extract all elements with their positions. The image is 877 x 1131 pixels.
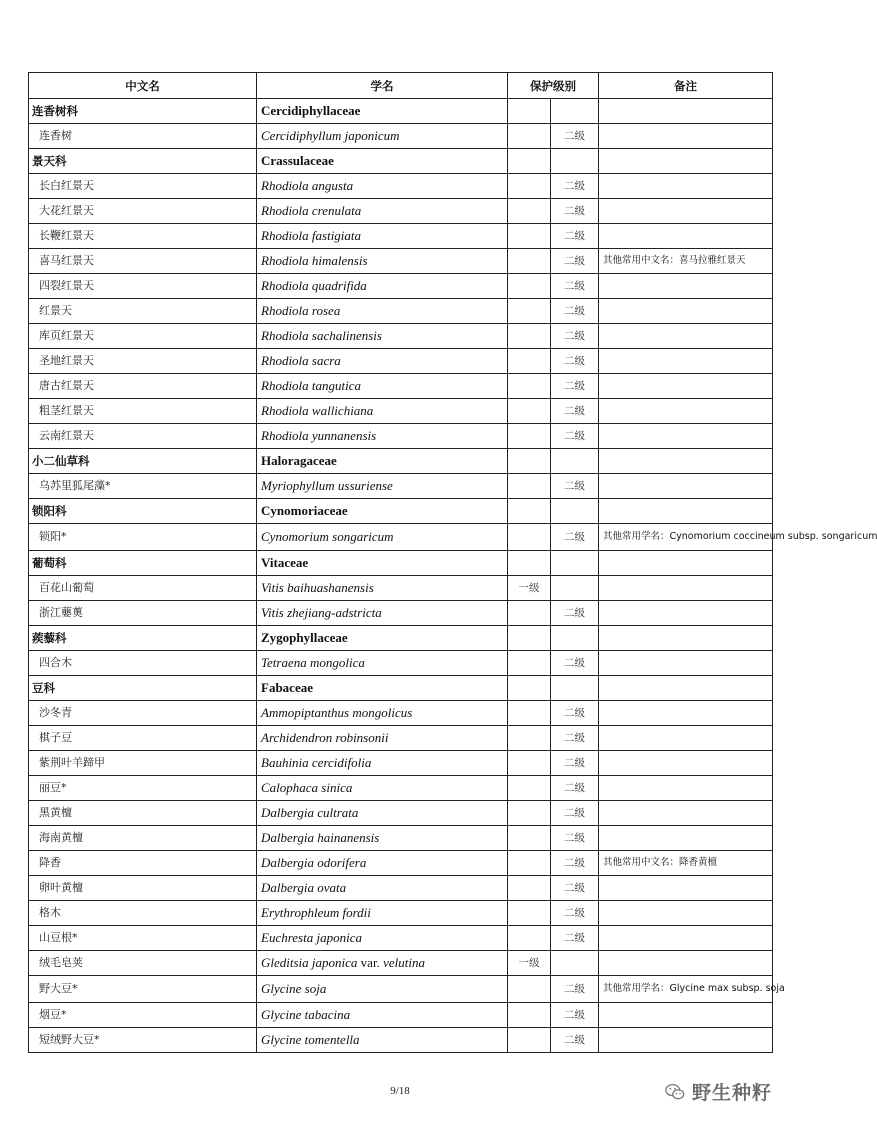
chinese-name-cell: 百花山葡萄 [29,576,257,601]
scientific-name-cell: Rhodiola crenulata [257,199,508,224]
level-two-cell [551,149,599,174]
chinese-name-cell: 烟豆* [29,1003,257,1028]
level-one-cell [508,1028,551,1053]
species-row [29,876,773,901]
scientific-name-cell: Cercidiphyllum japonicum [257,124,508,149]
level-two-cell [551,499,599,524]
chinese-name-cell: 四裂红景天 [29,274,257,299]
scientific-name-cell: Euchresta japonica [257,926,508,951]
level-one-cell [508,626,551,651]
remarks-cell [599,1028,773,1053]
remarks-cell [599,324,773,349]
scientific-name-cell: Calophaca sinica [257,776,508,801]
remarks-cell [599,551,773,576]
remarks-cell [599,651,773,676]
scientific-name-cell: Vitis baihuashanensis [257,576,508,601]
remarks-cell [599,901,773,926]
remarks-cell [599,374,773,399]
level-two-cell: 二级 [551,1003,599,1028]
chinese-name-cell: 大花红景天 [29,199,257,224]
chinese-name-cell: 唐古红景天 [29,374,257,399]
scientific-name-cell: Ammopiptanthus mongolicus [257,701,508,726]
remarks-cell [599,926,773,951]
chinese-name-cell: 海南黄檀 [29,826,257,851]
level-one-cell [508,801,551,826]
protected-plants-table [28,72,877,1053]
level-one-cell [508,651,551,676]
level-two-cell: 二级 [551,651,599,676]
level-two-cell [551,551,599,576]
scientific-name-cell: Erythrophleum fordii [257,901,508,926]
level-two-cell [551,449,599,474]
remarks-cell: 其他常用学名：Glycine max subsp. soja [599,976,773,1003]
chinese-name-cell: 红景天 [29,299,257,324]
level-two-cell: 二级 [551,1028,599,1053]
level-one-cell [508,524,551,551]
species-row [29,324,773,349]
level-one-cell [508,551,551,576]
species-row [29,651,773,676]
scientific-name-cell: Vitaceae [257,551,508,576]
level-two-cell: 二级 [551,901,599,926]
level-two-cell: 二级 [551,926,599,951]
level-one-cell [508,249,551,274]
remarks-cell [599,424,773,449]
level-one-cell [508,224,551,249]
remarks-cell [599,726,773,751]
level-one-cell [508,901,551,926]
header-protection-level: 保护级别 [508,73,599,99]
remarks-cell [599,626,773,651]
scientific-name-cell: Glycine soja [257,976,508,1003]
header-chinese-name: 中文名 [29,73,257,99]
scientific-name-cell: Rhodiola yunnanensis [257,424,508,449]
chinese-name-cell: 四合木 [29,651,257,676]
scientific-name-cell: Dalbergia cultrata [257,801,508,826]
species-row [29,851,773,876]
remarks-cell [599,224,773,249]
scientific-name-cell: Rhodiola sacra [257,349,508,374]
level-one-cell [508,926,551,951]
level-two-cell: 二级 [551,224,599,249]
chinese-name-cell: 连香树科 [29,99,257,124]
scientific-name-cell: Gleditsia japonica var. velutina [257,951,508,976]
scientific-name-cell: Glycine tabacina [257,1003,508,1028]
level-two-cell: 二级 [551,776,599,801]
species-row [29,701,773,726]
chinese-name-cell: 格木 [29,901,257,926]
remarks-cell: 其他常用中文名：喜马拉雅红景天 [599,249,773,274]
chinese-name-cell: 锁阳* [29,524,257,551]
remarks-cell: 其他常用中文名：降香黄檀 [599,851,773,876]
level-two-cell: 二级 [551,374,599,399]
level-two-cell: 二级 [551,801,599,826]
remarks-cell [599,876,773,901]
watermark [664,1078,772,1105]
chinese-name-cell: 蒺藜科 [29,626,257,651]
family-row [29,626,773,651]
level-two-cell: 二级 [551,701,599,726]
scientific-name-cell: Fabaceae [257,676,508,701]
species-row [29,776,773,801]
level-one-cell [508,701,551,726]
level-one-cell [508,349,551,374]
chinese-name-cell: 锁阳科 [29,499,257,524]
family-row [29,499,773,524]
chinese-name-cell: 粗茎红景天 [29,399,257,424]
scientific-name-cell: Haloragaceae [257,449,508,474]
level-two-cell: 二级 [551,751,599,776]
species-row [29,199,773,224]
header-remarks: 备注 [599,73,773,99]
scientific-name-cell: Dalbergia odorifera [257,851,508,876]
scientific-name-cell: Zygophyllaceae [257,626,508,651]
level-two-cell: 二级 [551,324,599,349]
remarks-cell [599,499,773,524]
level-two-cell: 二级 [551,826,599,851]
chinese-name-cell: 野大豆* [29,976,257,1003]
chinese-name-cell: 降香 [29,851,257,876]
species-row [29,1003,773,1028]
level-two-cell [551,626,599,651]
scientific-name-cell: Bauhinia cercidifolia [257,751,508,776]
species-row [29,524,773,551]
level-two-cell: 二级 [551,274,599,299]
species-row [29,726,773,751]
level-one-cell [508,324,551,349]
species-row [29,349,773,374]
chinese-name-cell: 卵叶黄檀 [29,876,257,901]
level-one-cell [508,374,551,399]
chinese-name-cell: 库页红景天 [29,324,257,349]
chinese-name-cell: 浙江蘡薁 [29,601,257,626]
scientific-name-cell: Rhodiola tangutica [257,374,508,399]
level-one-cell [508,174,551,199]
level-one-cell [508,499,551,524]
remarks-cell [599,701,773,726]
scientific-name-cell: Crassulaceae [257,149,508,174]
remarks-cell [599,826,773,851]
species-row [29,1028,773,1053]
chinese-name-cell: 豆科 [29,676,257,701]
chinese-name-cell: 长鞭红景天 [29,224,257,249]
remarks-cell [599,274,773,299]
species-row [29,576,773,601]
scientific-name-cell: Rhodiola wallichiana [257,399,508,424]
watermark-text: 野生种籽 [691,1082,772,1104]
remarks-cell [599,601,773,626]
remarks-cell [599,801,773,826]
level-one-cell [508,99,551,124]
species-row [29,976,773,1003]
level-one-cell [508,274,551,299]
remarks-cell [599,299,773,324]
level-two-cell: 二级 [551,424,599,449]
level-two-cell: 二级 [551,876,599,901]
level-two-cell [551,99,599,124]
chinese-name-cell: 丽豆* [29,776,257,801]
remarks-cell [599,349,773,374]
chinese-name-cell: 沙冬青 [29,701,257,726]
level-one-cell [508,424,551,449]
level-one-cell [508,976,551,1003]
scientific-name-cell: Cercidiphyllaceae [257,99,508,124]
chinese-name-cell: 小二仙草科 [29,449,257,474]
remarks-cell [599,449,773,474]
species-row [29,826,773,851]
species-row [29,926,773,951]
chinese-name-cell: 喜马红景天 [29,249,257,274]
chinese-name-cell: 短绒野大豆* [29,1028,257,1053]
level-two-cell: 二级 [551,524,599,551]
scientific-name-cell: Vitis zhejiang-adstricta [257,601,508,626]
chinese-name-cell: 乌苏里狐尾藻* [29,474,257,499]
remarks-cell [599,676,773,701]
remarks-cell [599,99,773,124]
level-two-cell: 二级 [551,349,599,374]
remarks-cell [599,576,773,601]
family-row [29,449,773,474]
level-two-cell: 二级 [551,976,599,1003]
species-row [29,424,773,449]
level-two-cell: 二级 [551,726,599,751]
species-row [29,751,773,776]
scientific-name-cell: Cynomoriaceae [257,499,508,524]
remarks-cell [599,474,773,499]
remarks-cell [599,951,773,976]
remarks-cell [599,199,773,224]
header-scientific-name: 学名 [257,73,508,99]
species-row [29,299,773,324]
chinese-name-cell: 绒毛皂荚 [29,951,257,976]
scientific-name-cell: Dalbergia hainanensis [257,826,508,851]
level-one-cell [508,299,551,324]
family-row [29,99,773,124]
level-one-cell: 一级 [508,576,551,601]
scientific-name-cell: Rhodiola himalensis [257,249,508,274]
level-two-cell: 二级 [551,399,599,424]
scientific-name-cell: Tetraena mongolica [257,651,508,676]
scientific-name-cell: Myriophyllum ussuriense [257,474,508,499]
wechat-icon [664,1081,686,1103]
scientific-name-cell: Rhodiola sachalinensis [257,324,508,349]
chinese-name-cell: 景天科 [29,149,257,174]
level-one-cell [508,474,551,499]
species-row [29,249,773,274]
family-row [29,149,773,174]
level-one-cell [508,851,551,876]
chinese-name-cell: 紫荆叶羊蹄甲 [29,751,257,776]
species-row [29,951,773,976]
family-row [29,551,773,576]
scientific-name-cell: Rhodiola fastigiata [257,224,508,249]
remarks-cell [599,124,773,149]
level-two-cell [551,576,599,601]
level-two-cell: 二级 [551,299,599,324]
level-one-cell [508,751,551,776]
remarks-cell [599,174,773,199]
level-one-cell [508,676,551,701]
species-row [29,224,773,249]
level-one-cell [508,776,551,801]
species-row [29,801,773,826]
level-one-cell [508,149,551,174]
level-two-cell: 二级 [551,601,599,626]
scientific-name-cell: Archidendron robinsonii [257,726,508,751]
level-two-cell [551,676,599,701]
remarks-cell [599,399,773,424]
remarks-cell [599,1003,773,1028]
family-row [29,676,773,701]
level-one-cell: 一级 [508,951,551,976]
level-one-cell [508,601,551,626]
species-row [29,374,773,399]
scientific-name-cell: Cynomorium songaricum [257,524,508,551]
level-one-cell [508,1003,551,1028]
chinese-name-cell: 长白红景天 [29,174,257,199]
level-two-cell: 二级 [551,174,599,199]
remarks-cell [599,776,773,801]
chinese-name-cell: 棋子豆 [29,726,257,751]
chinese-name-cell: 葡萄科 [29,551,257,576]
level-one-cell [508,124,551,149]
remarks-cell: 其他常用学名：Cynomorium coccineum subsp. songaricum [599,524,773,551]
species-row [29,274,773,299]
scientific-name-cell: Dalbergia ovata [257,876,508,901]
level-two-cell: 二级 [551,851,599,876]
species-row [29,601,773,626]
species-row [29,399,773,424]
chinese-name-cell: 云南红景天 [29,424,257,449]
species-row [29,901,773,926]
chinese-name-cell: 山豆根* [29,926,257,951]
level-two-cell: 二级 [551,124,599,149]
level-two-cell: 二级 [551,249,599,274]
level-one-cell [508,876,551,901]
remarks-cell [599,149,773,174]
scientific-name-cell: Rhodiola angusta [257,174,508,199]
scientific-name-cell: Rhodiola quadrifida [257,274,508,299]
chinese-name-cell: 圣地红景天 [29,349,257,374]
species-row [29,174,773,199]
chinese-name-cell: 黑黄檀 [29,801,257,826]
scientific-name-cell: Glycine tomentella [257,1028,508,1053]
level-two-cell [551,951,599,976]
level-one-cell [508,826,551,851]
species-row [29,474,773,499]
page-number: 9/18 [390,1085,410,1097]
species-row [29,124,773,149]
chinese-name-cell: 连香树 [29,124,257,149]
level-two-cell: 二级 [551,474,599,499]
table-body [29,99,877,1053]
table-header-row [29,73,773,99]
level-one-cell [508,726,551,751]
level-two-cell: 二级 [551,199,599,224]
level-one-cell [508,399,551,424]
scientific-name-cell: Rhodiola rosea [257,299,508,324]
remarks-cell [599,751,773,776]
level-one-cell [508,199,551,224]
level-one-cell [508,449,551,474]
